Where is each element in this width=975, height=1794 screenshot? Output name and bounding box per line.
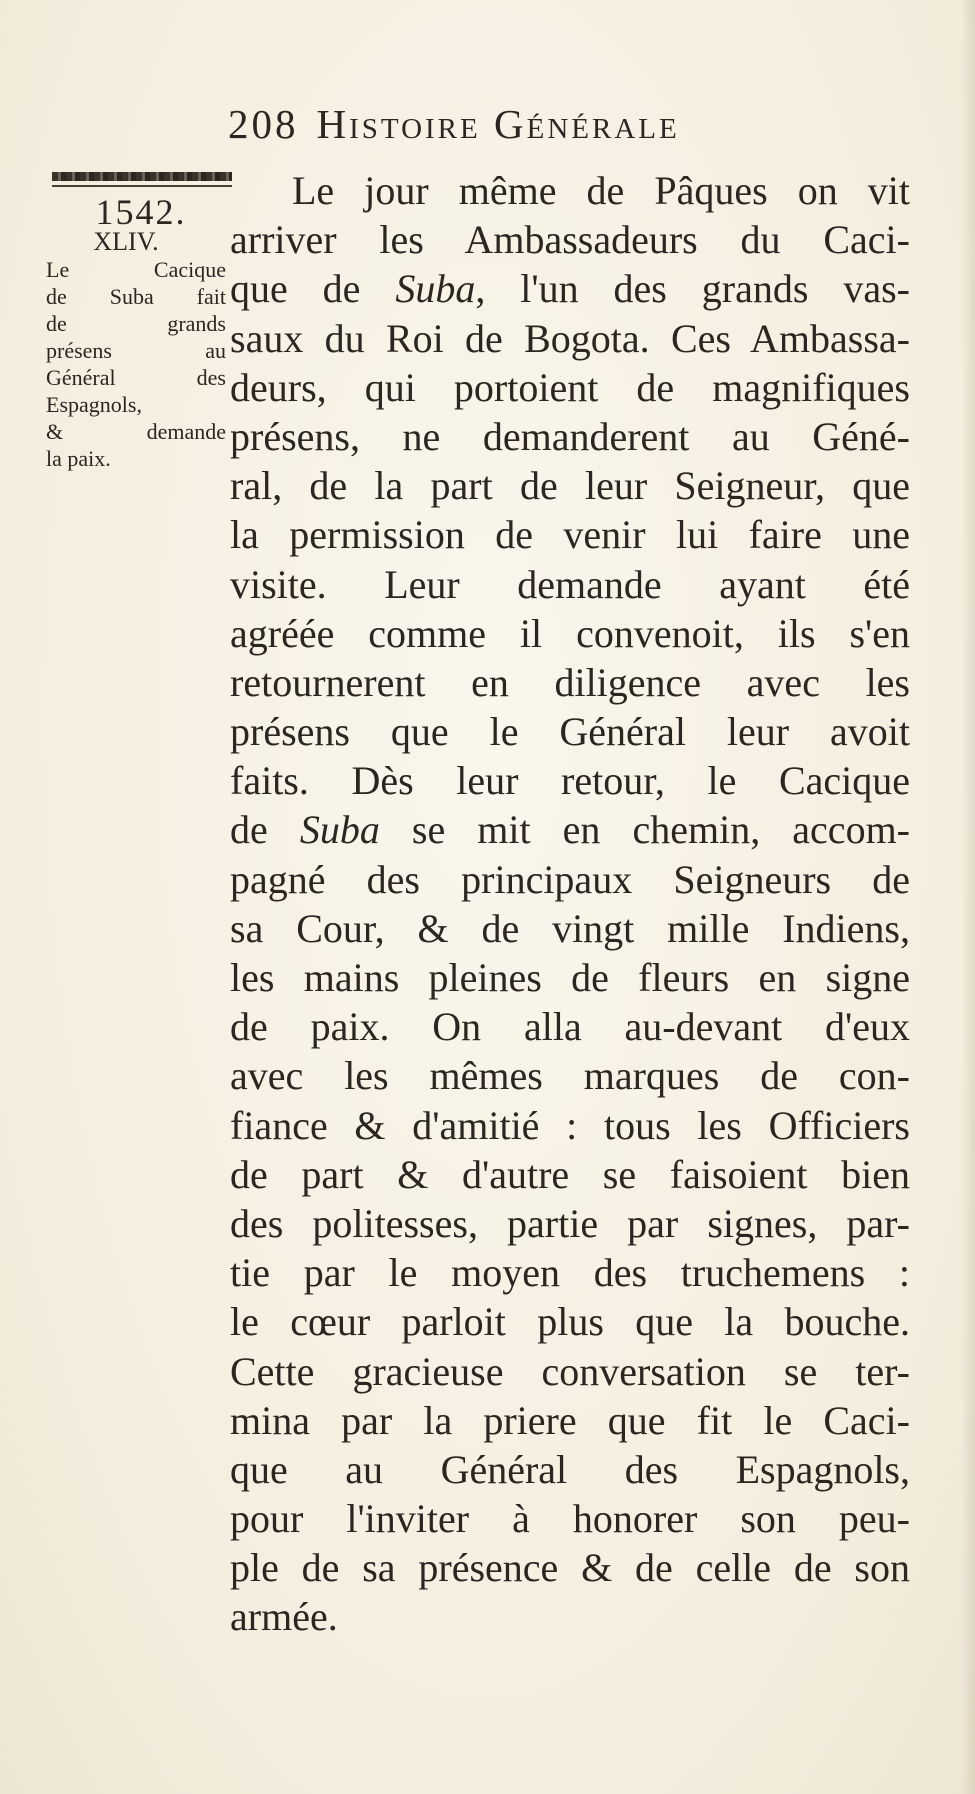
text-line (230, 1248, 910, 1297)
text-run: pour l'inviter à honorer son peu- (230, 1496, 910, 1542)
text-run: le cœur parloit plus que la bouche. (230, 1299, 910, 1345)
margin-gloss-line: Espagnols, (46, 392, 142, 417)
text-line (230, 1347, 910, 1396)
ornamental-rule-underline (52, 185, 232, 187)
text-line (230, 1150, 910, 1199)
text-run: de (230, 807, 300, 853)
text-line (230, 461, 910, 510)
italic-name: Suba (299, 807, 380, 853)
text-line (230, 215, 910, 264)
text-run: ple de sa présence & de celle de son (230, 1545, 910, 1591)
ornamental-rule (52, 172, 232, 181)
text-run: mina par la priere que fit le Caci- (230, 1397, 910, 1443)
text-line (230, 855, 910, 904)
text-run: de part & d'autre se faisoient bien (230, 1151, 910, 1197)
italic-name: Suba (395, 266, 476, 312)
text-run: les mains pleines de fleurs en signe (230, 955, 910, 1000)
text-run: tie par le moyen des truchemens : (230, 1250, 910, 1296)
text-run: agréée comme il convenoit, ils s'en (230, 610, 910, 656)
text-run: saux du Roi de Bogota. Ces Ambassa- (230, 315, 910, 361)
text-line (230, 363, 910, 412)
text-run: fiance & d'amitié : tous les Officiers (230, 1102, 910, 1148)
page-number: 208 (228, 101, 299, 147)
text-run: que de (230, 266, 396, 312)
text-line (230, 1101, 910, 1150)
text-run: deurs, qui portoient de magnifiques (230, 364, 910, 410)
margin-gloss-line: Général des (46, 365, 226, 390)
text-line (230, 658, 910, 707)
text-run: arriver les Ambassadeurs du Caci- (230, 217, 910, 263)
margin-gloss-line: présens au (46, 338, 226, 363)
text-line (230, 904, 910, 953)
text-run: que au Général des Espagnols, (230, 1446, 910, 1492)
marginal-note (46, 192, 226, 472)
text-line (230, 1445, 910, 1494)
text-line (230, 412, 910, 461)
text-run: pagné des principaux Seigneurs de (230, 856, 910, 902)
text-run: avec les mêmes marques de con- (230, 1053, 910, 1099)
text-line (230, 1543, 910, 1592)
text-line (230, 609, 910, 658)
margin-year: 1542. (95, 192, 187, 232)
page-edge-shadow (961, 0, 975, 1794)
margin-gloss-line: la paix. (46, 446, 111, 471)
text-line (230, 510, 910, 559)
text-run: faits. Dès leur retour, le Cacique (230, 758, 910, 804)
text-run: visite. Leur demande ayant été (230, 561, 910, 607)
text-run: se mit en chemin, accom- (379, 807, 910, 853)
text-run: Le jour même de Pâques on vit (292, 168, 910, 213)
running-title: Histoire Générale (316, 101, 680, 147)
margin-gloss-line: & demande (46, 419, 226, 444)
text-line (230, 264, 910, 313)
text-line (230, 1592, 910, 1641)
margin-gloss-line: Le Cacique (46, 257, 226, 282)
text-run: retournerent en diligence avec les (230, 659, 910, 705)
margin-gloss-line: de grands (46, 311, 226, 336)
text-line (230, 1494, 910, 1543)
text-line (230, 707, 910, 756)
margin-section-number: XLIV. (93, 227, 159, 256)
text-line (230, 1199, 910, 1248)
text-line (230, 314, 910, 363)
text-run: armée. (230, 1594, 338, 1640)
text-line (230, 1002, 910, 1051)
text-line (230, 805, 910, 854)
text-run: des politesses, partie par signes, par- (230, 1200, 910, 1246)
text-line (230, 1396, 910, 1445)
text-line (230, 1051, 910, 1100)
text-run: ral, de la part de leur Seigneur, que (230, 463, 910, 509)
text-line (230, 1297, 910, 1346)
text-run: de paix. On alla au-devant d'eux (230, 1004, 910, 1050)
text-run: présens, ne demanderent au Géné- (230, 413, 910, 459)
text-line (230, 166, 910, 215)
text-run: , l'un des grands vas- (475, 266, 910, 312)
text-run: Cette gracieuse conversation se ter- (230, 1348, 910, 1394)
text-run: présens que le Général leur avoit (230, 709, 910, 755)
body-paragraph (230, 166, 910, 1642)
running-head (228, 100, 928, 150)
margin-gloss-line: de Suba fait (46, 284, 226, 309)
text-line (230, 756, 910, 805)
text-line (230, 953, 910, 1002)
text-run: sa Cour, & de vingt mille Indiens, (230, 905, 910, 951)
text-run: la permission de venir lui faire une (230, 512, 910, 558)
text-line (230, 560, 910, 609)
